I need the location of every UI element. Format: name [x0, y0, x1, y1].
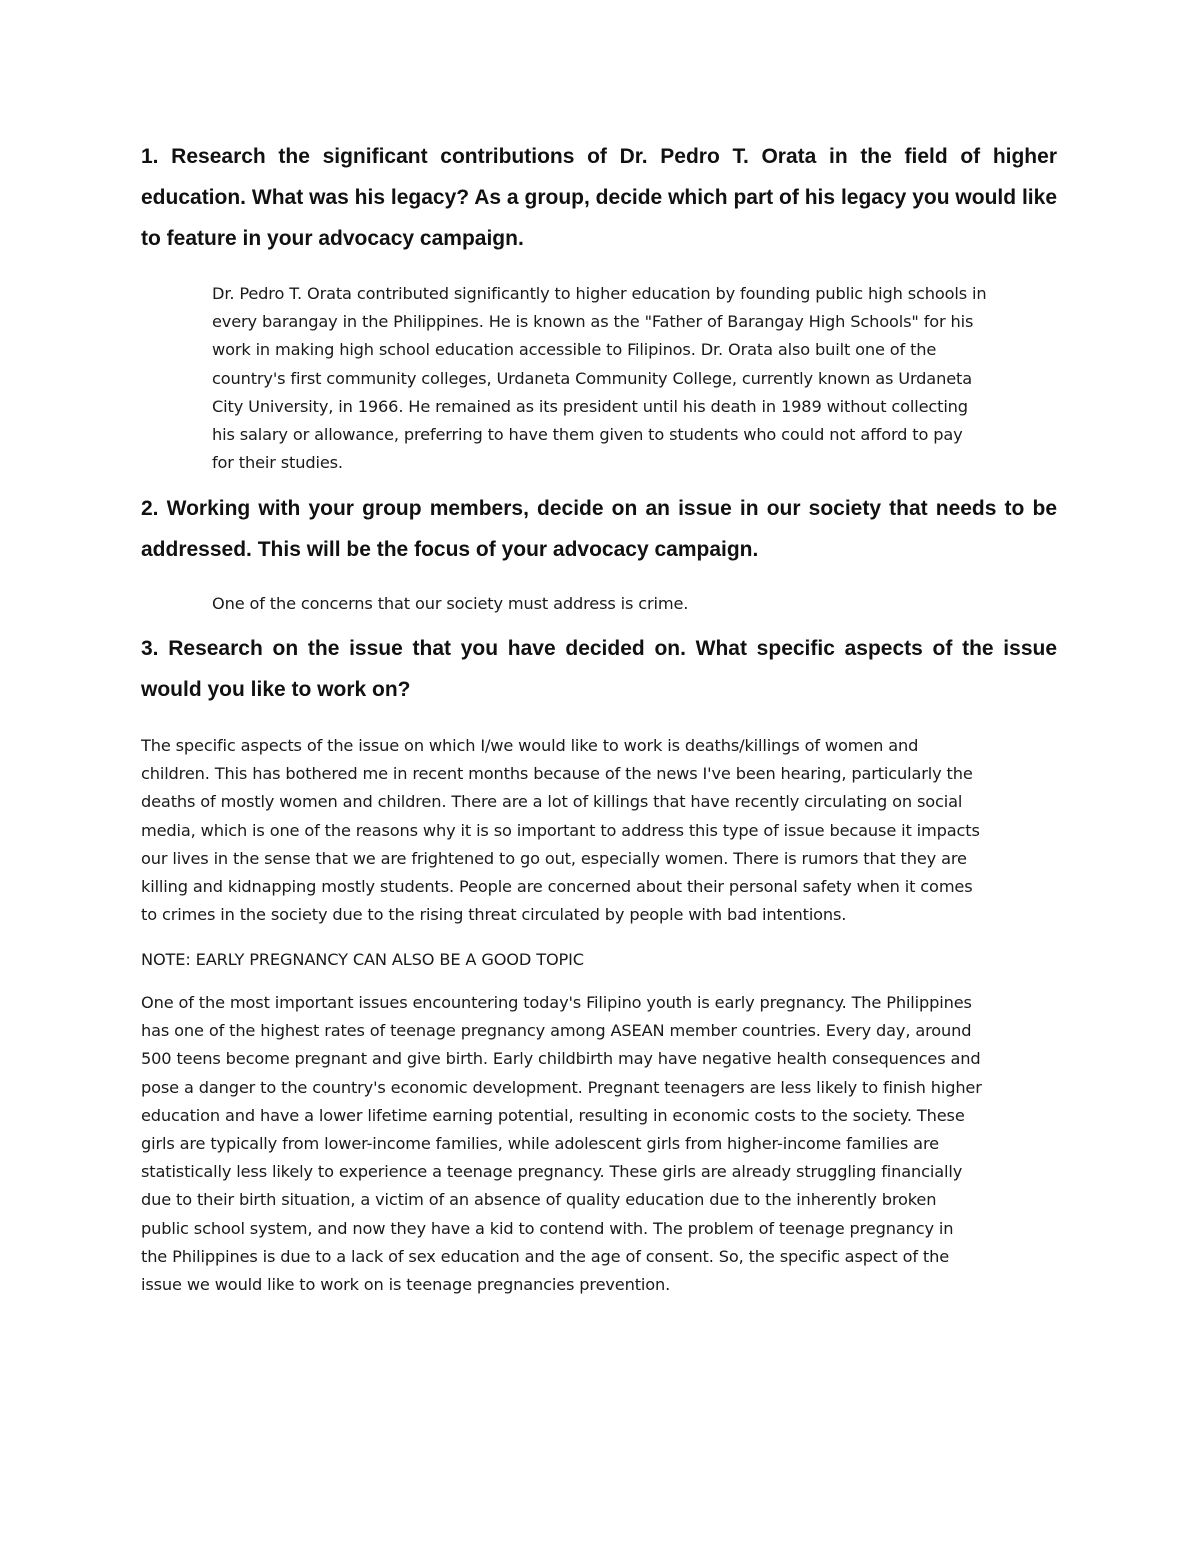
answer-3-line: media, which is one of the reasons why it is so important to address this type of issue because it impacts: [141, 820, 980, 840]
answer-3: [141, 732, 1071, 929]
question-1: 1. Research the significant contributions of Dr. Pedro T. Orata in the field of higher education. What was his legacy? As a group, decide which part of his legacy you would like to feature in your advocacy campaign.: [141, 145, 1057, 250]
answer-4-line: One of the most important issues encountering today's Filipino youth is early pregnancy. The Philippines: [141, 993, 972, 1012]
answer-3-line: our lives in the sense that we are frightened to go out, especially women. There is rumors that they are: [141, 848, 967, 868]
answer-2-line: One of the concerns that our society must address is crime.: [212, 594, 689, 613]
answer-4-line: the Philippines is due to a lack of sex education and the age of consent. So, the specific aspect of the: [141, 1246, 950, 1266]
answer-4-line: girls are typically from lower-income families, while adolescent girls from higher-income families are: [141, 1134, 939, 1154]
answer-1-line: country's first community colleges, Urdaneta Community College, currently known as Urdaneta: [212, 368, 972, 388]
answer-4-line: public school system, and now they have a kid to contend with. The problem of teenage pregnancy in: [141, 1218, 954, 1238]
answer-2: [212, 590, 1072, 618]
answer-4-line: education and have a lower lifetime earning potential, resulting in economic costs to the society. These: [141, 1105, 965, 1125]
answer-4-line: due to their birth situation, a victim of an absence of quality education due to the inherently broken: [141, 1190, 937, 1210]
note-text: NOTE: EARLY PREGNANCY CAN ALSO BE A GOOD TOPIC: [141, 950, 584, 969]
answer-1-line: his salary or allowance, preferring to have them given to students who could not afford to pay: [212, 425, 963, 445]
answer-1-line: City University, in 1966. He remained as its president until his death in 1989 without collecting: [212, 396, 968, 416]
answer-1-line: every barangay in the Philippines. He is known as the "Father of Barangay High Schools" for his: [212, 312, 974, 332]
question-2: 2. Working with your group members, decide on an issue in our society that needs to be addressed. This will be the focus of your advocacy campaign.: [141, 497, 1057, 561]
answer-1-line: for their studies.: [212, 453, 343, 473]
answer-3-line: killing and kidnapping mostly students. People are concerned about their personal safety when it comes: [141, 877, 973, 897]
answer-3-line: The specific aspects of the issue on which I/we would like to work is deaths/killings of women and: [141, 736, 919, 755]
answer-4-line: issue we would like to work on is teenage pregnancies prevention.: [141, 1275, 671, 1295]
answer-4-line: 500 teens become pregnant and give birth. Early childbirth may have negative health consequences and: [141, 1049, 981, 1069]
answer-3-line: children. This has bothered me in recent months because of the news I've been hearing, particularly the: [141, 764, 973, 784]
answer-4-line: statistically less likely to experience a teenage pregnancy. These girls are already struggling financially: [141, 1162, 963, 1182]
answer-3-line: deaths of mostly women and children. There are a lot of killings that have recently circulating on social: [141, 792, 963, 812]
answer-4-line: pose a danger to the country's economic development. Pregnant teenagers are less likely to finish higher: [141, 1077, 982, 1097]
question-3: 3. Research on the issue that you have decided on. What specific aspects of the issue would you like to work on?: [141, 637, 1057, 701]
answer-1-line: work in making high school education accessible to Filipinos. Dr. Orata also built one of the: [212, 340, 937, 360]
answer-4: [141, 989, 1071, 1299]
answer-4-line: has one of the highest rates of teenage pregnancy among ASEAN member countries. Every day, around: [141, 1021, 972, 1041]
answer-3-line: to crimes in the society due to the rising threat circulated by people with bad intentions.: [141, 905, 847, 925]
answer-1: [212, 280, 1072, 477]
answer-1-line: Dr. Pedro T. Orata contributed significantly to higher education by founding public high schools in: [212, 284, 987, 303]
note-line: [141, 946, 1071, 974]
